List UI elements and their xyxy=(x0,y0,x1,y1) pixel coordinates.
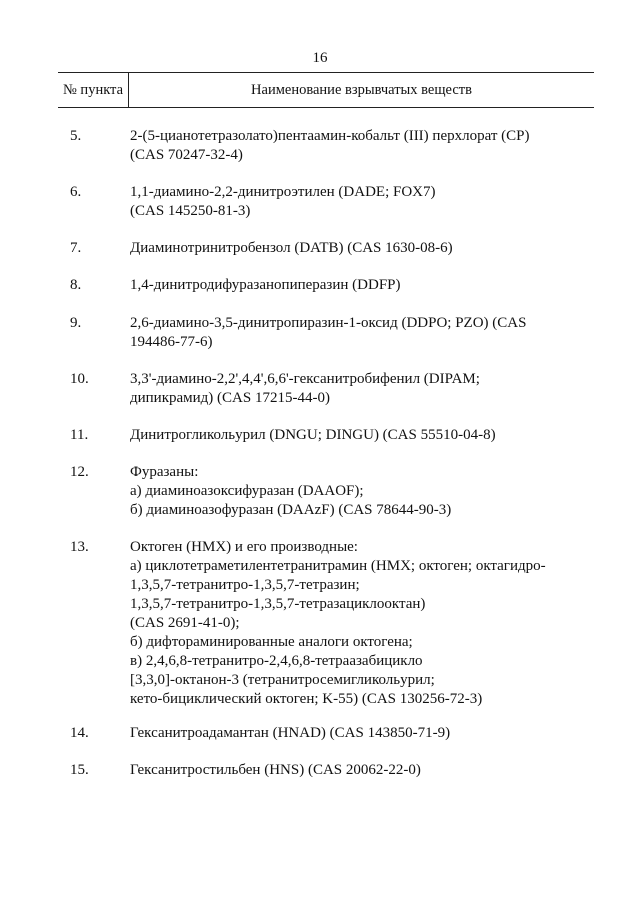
page-number: 16 xyxy=(312,50,328,66)
item-line: в) 2,4,6,8-тетранитро-2,4,6,8-тетраазабицикло xyxy=(130,653,423,669)
item-line: дипикрамид) (CAS 17215-44-0) xyxy=(130,390,330,406)
item-number: 12. xyxy=(70,464,89,480)
item-number: 5. xyxy=(70,128,82,144)
item-text xyxy=(130,724,590,743)
item-text xyxy=(130,314,590,352)
item-text xyxy=(130,761,590,780)
header-number-column: № пункта xyxy=(58,73,129,107)
item-text xyxy=(130,370,590,408)
item-line: 194486-77-6) xyxy=(130,334,213,350)
item-text xyxy=(130,463,590,520)
item-line: Гексанитроадамантан (HNAD) (CAS 143850-71-9) xyxy=(130,725,451,741)
item-line: а) циклотетраметилентетранитрамин (HMX; октоген; октагидро- xyxy=(130,558,546,574)
item-line: Диаминотринитробензол (DATB) (CAS 1630-08-6) xyxy=(130,240,453,256)
item-number: 6. xyxy=(70,184,82,200)
item-number: 9. xyxy=(70,315,82,331)
item-line: 1,3,5,7-тетранитро-1,3,5,7-тетразациклооктан) xyxy=(130,596,426,612)
item-line: (CAS 145250-81-3) xyxy=(130,203,251,219)
table-header xyxy=(58,72,594,108)
item-line: (CAS 70247-32-4) xyxy=(130,147,243,163)
item-line: б) дифтораминированные аналоги октогена; xyxy=(130,634,413,650)
item-line: Динитрогликольурил (DNGU; DINGU) (CAS 55510-04-8) xyxy=(130,427,496,443)
item-number: 8. xyxy=(70,277,82,293)
item-number: 15. xyxy=(70,762,89,778)
item-number: 7. xyxy=(70,240,82,256)
item-number: 13. xyxy=(70,539,89,555)
header-name-column: Наименование взрывчатых веществ xyxy=(251,82,472,98)
item-line: [3,3,0]-октанон-3 (тетранитросемигликольурил; xyxy=(130,672,435,688)
item-text xyxy=(130,538,590,709)
item-line: б) диаминоазофуразан (DAAzF) (CAS 78644-90-3) xyxy=(130,502,452,518)
item-text xyxy=(130,127,590,165)
item-text xyxy=(130,239,590,258)
item-text xyxy=(130,276,590,295)
item-number: 14. xyxy=(70,725,89,741)
item-line: 1,1-диамино-2,2-динитроэтилен (DADE; FOX7) xyxy=(130,184,436,200)
item-line: (CAS 2691-41-0); xyxy=(130,615,240,631)
item-line: Октоген (HMX) и его производные: xyxy=(130,539,358,555)
item-line: кето-бициклический октоген; K-55) (CAS 130256-72-3) xyxy=(130,691,483,707)
item-number: 11. xyxy=(70,427,89,443)
item-line: 3,3'-диамино-2,2',4,4',6,6'-гексанитробифенил (DIPAM; xyxy=(130,371,480,387)
item-line: Фуразаны: xyxy=(130,464,199,480)
item-line: 1,4-динитродифуразанопиперазин (DDFP) xyxy=(130,277,401,293)
item-line: Гексанитростильбен (HNS) (CAS 20062-22-0) xyxy=(130,762,421,778)
item-line: 1,3,5,7-тетранитро-1,3,5,7-тетразин; xyxy=(130,577,360,593)
item-text xyxy=(130,426,590,445)
item-text xyxy=(130,183,590,221)
item-line: 2-(5-цианотетразолато)пентаамин-кобальт (III) перхлорат (CP) xyxy=(130,128,530,144)
item-number: 10. xyxy=(70,371,89,387)
item-line: а) диаминоазоксифуразан (DAAOF); xyxy=(130,483,364,499)
item-line: 2,6-диамино-3,5-динитропиразин-1-оксид (DDPO; PZO) (CAS xyxy=(130,315,527,331)
